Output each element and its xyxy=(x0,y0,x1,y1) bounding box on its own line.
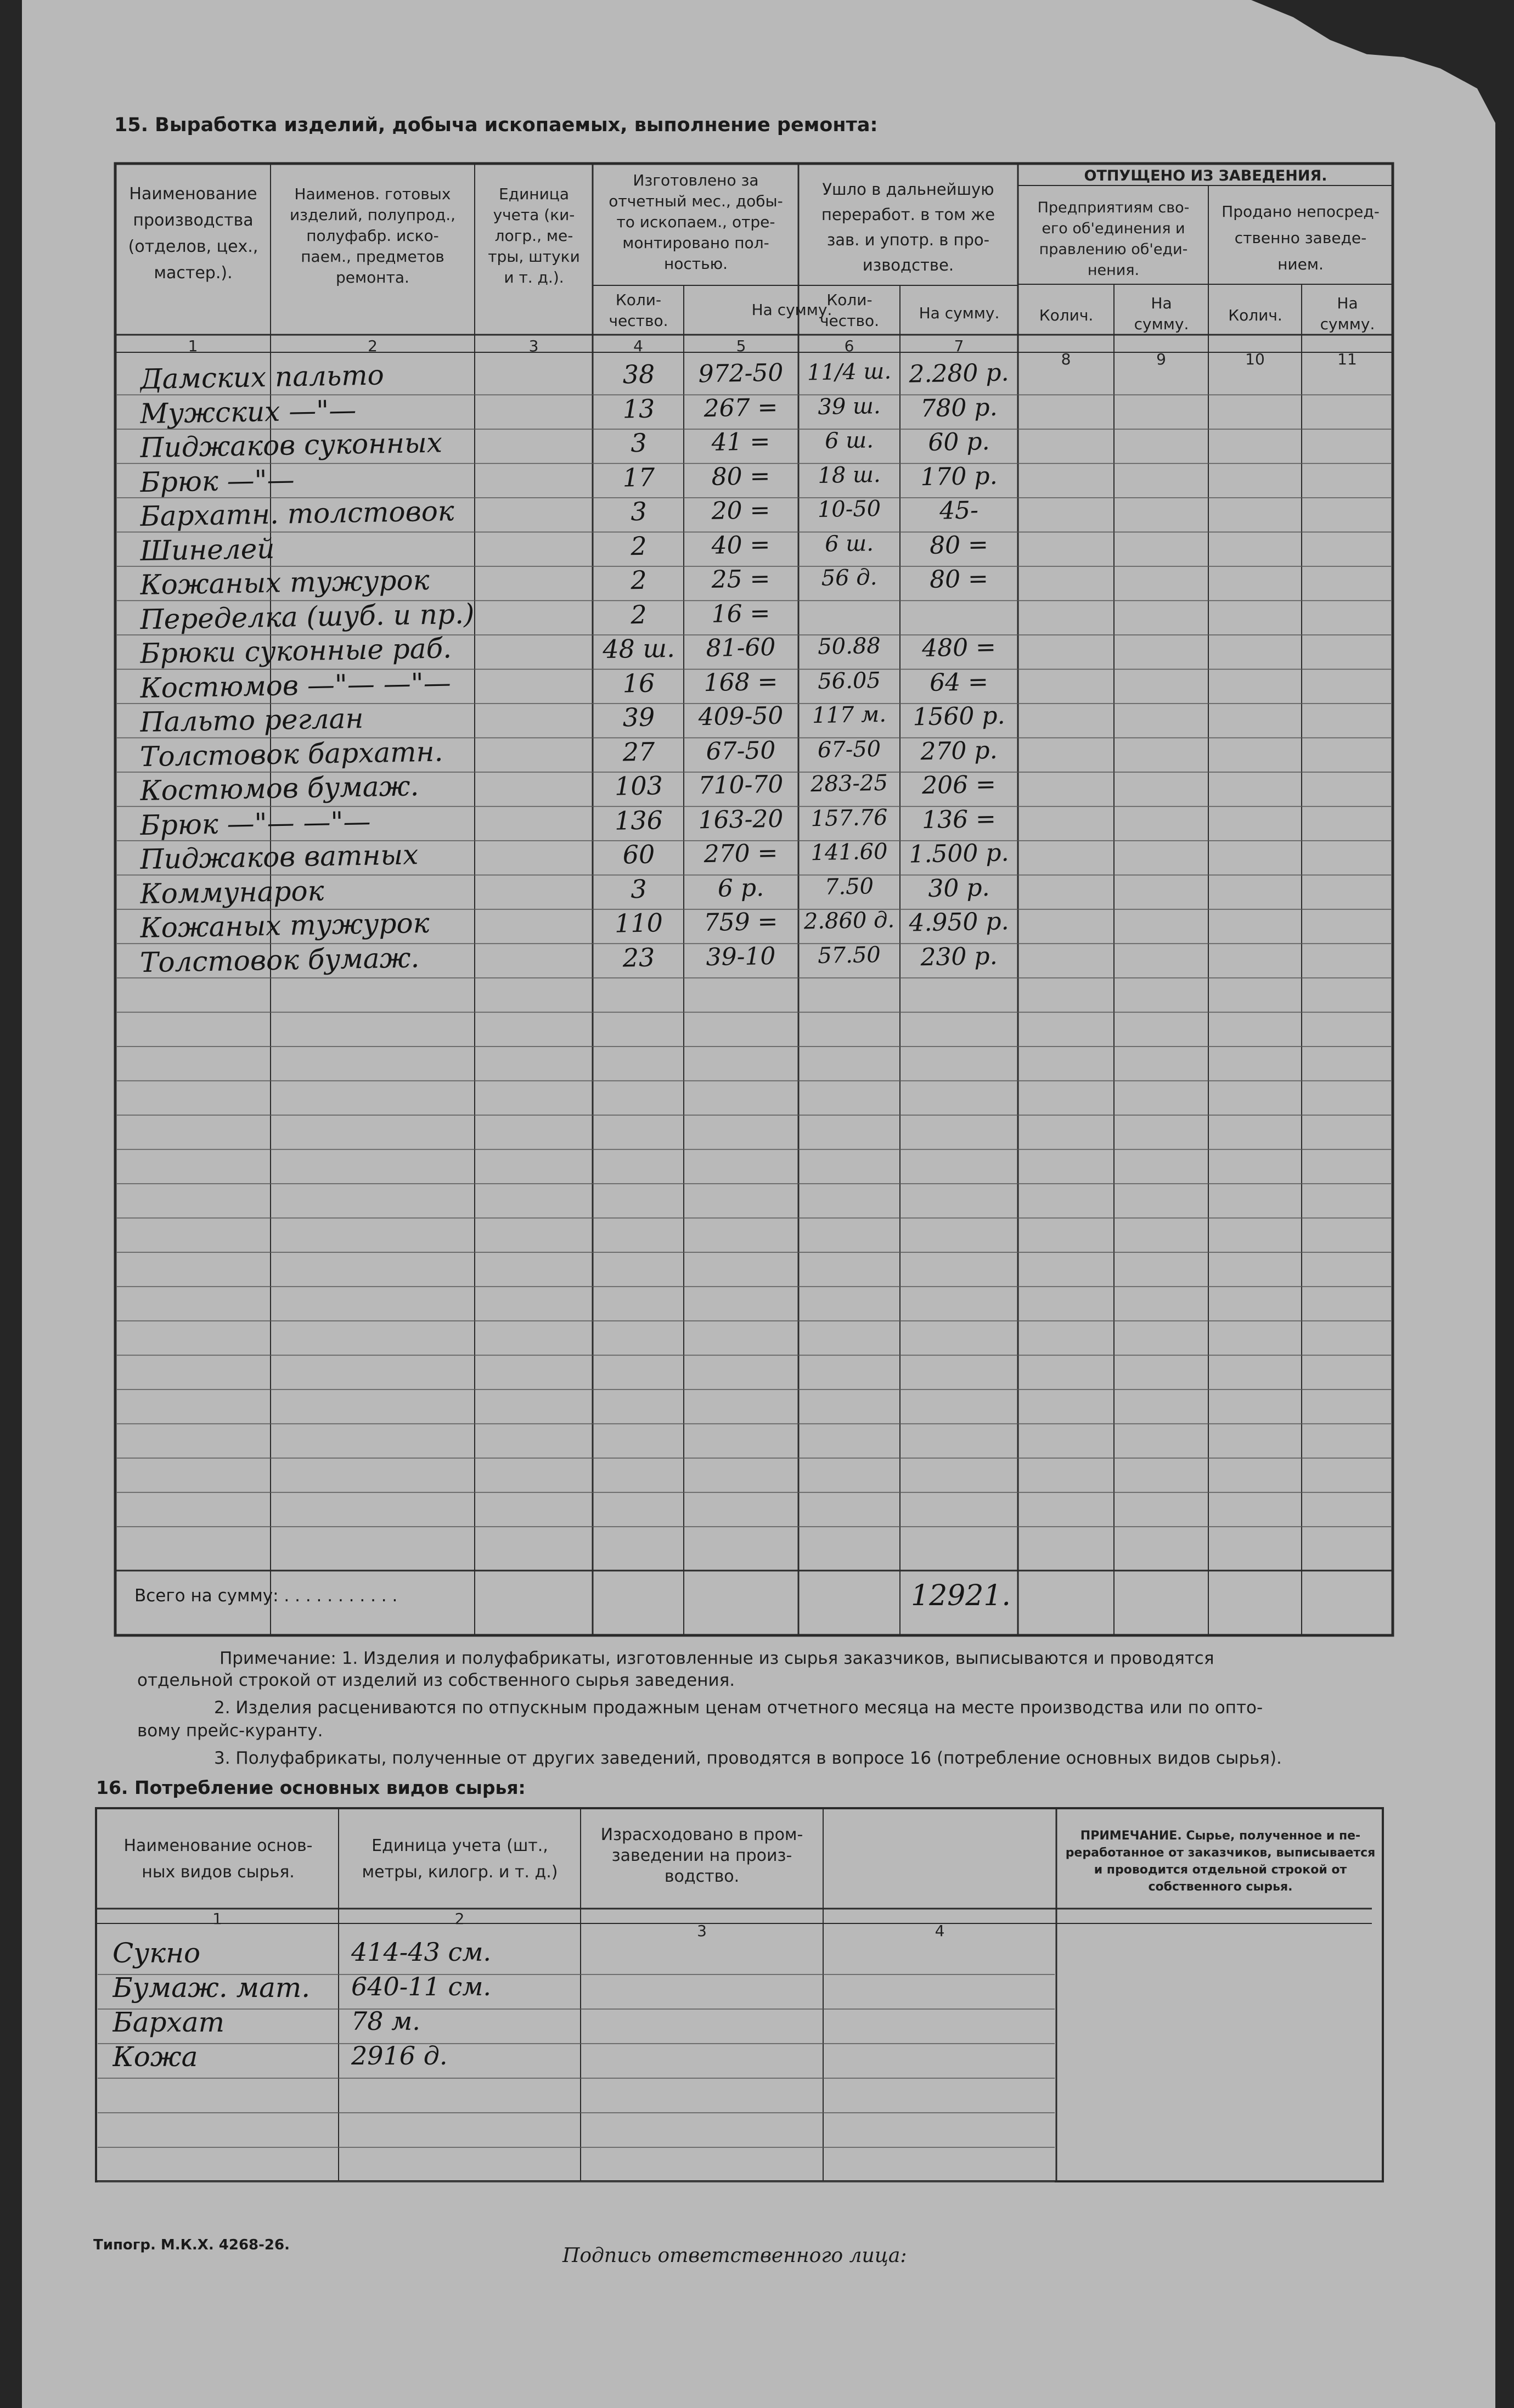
cell-s2: 270 р. xyxy=(920,736,998,766)
cell-s: 168 = xyxy=(703,667,778,697)
cell-name: Брюк —"— xyxy=(139,463,295,498)
cell-name: Пиджаков суконных xyxy=(139,426,443,464)
cell-s2: 170 р. xyxy=(920,462,998,491)
cell-s2: 4.950 р. xyxy=(909,907,1009,937)
cell-name: Коммунарок xyxy=(139,874,324,910)
cell-q2: 157.76 xyxy=(811,804,888,831)
note-3: 3. Полуфабрикаты, полученные от других заведений, проводятся в вопросе 16 (потребление основных видов сырья). xyxy=(214,1748,1282,1768)
section-15-title: 15. Выработка изделий, добыча ископаемых, выполнение ремонта: xyxy=(114,114,878,136)
cell-q: 136 xyxy=(614,804,663,836)
cell-name: Кожаных тужурок xyxy=(139,907,430,944)
note-1: Примечание: 1. Изделия и полуфабрикаты, изготовленные из сырья заказчиков, выписываются и проводятся xyxy=(219,1649,1214,1668)
col-number: 10 xyxy=(1245,350,1265,368)
col-number: 4 xyxy=(935,1922,945,1940)
cell-q2: 6 ш. xyxy=(824,427,874,454)
header-sold: Продано непосред- ственно заведе- нием. xyxy=(1222,202,1380,273)
cell-name: Мужских —"— xyxy=(139,393,357,430)
cell-s: 25 = xyxy=(711,565,770,594)
cell-q: 23 xyxy=(622,942,655,973)
cell-name: Пальто реглан xyxy=(139,702,364,739)
col-number: 2 xyxy=(368,337,378,355)
cell-name: Бумаж. мат. xyxy=(112,1972,311,2004)
cell-q2: 67-50 xyxy=(817,736,881,763)
cell-s2: 480 = xyxy=(921,633,997,663)
cell-q: 13 xyxy=(622,393,655,424)
note-1-cont: отдельной строкой от изделий из собственного сырья заведения. xyxy=(137,1670,735,1690)
cell-q2: 50.88 xyxy=(817,633,881,660)
cell-name: Переделка (шуб. и пр.) xyxy=(139,598,475,635)
cell-q: 103 xyxy=(614,770,663,801)
header-material-used: Израсходовано в пром- заведении на произ- водство. xyxy=(600,1825,803,1886)
cell-s2: 64 = xyxy=(929,667,989,697)
cell-s: 267 = xyxy=(703,393,778,423)
note-2-cont: вому прейс-куранту. xyxy=(137,1721,323,1741)
cell-q2: 11/4 ш. xyxy=(807,358,892,386)
cell-q2: 57.50 xyxy=(817,942,881,969)
header-unit: Единица учета (ки- логр., ме- тры, штуки и т. д.). xyxy=(488,185,580,286)
cell-unit: 78 м. xyxy=(351,2006,420,2036)
cell-q: 3 xyxy=(630,496,648,527)
col-number: 3 xyxy=(697,1922,707,1940)
col-number: 6 xyxy=(844,337,854,355)
cell-name: Кожаных тужурок xyxy=(139,564,430,601)
header-sum-sold: На сумму. xyxy=(1320,294,1375,333)
cell-q: 110 xyxy=(614,908,663,938)
cell-q2: 10-50 xyxy=(817,496,881,523)
header-production-name: Наименование производства (отделов, цех., мастер.). xyxy=(128,184,258,283)
cell-s2: 80 = xyxy=(929,565,989,594)
cell-name: Костюмов бумаж. xyxy=(139,770,419,807)
col-number: 5 xyxy=(736,337,746,355)
cell-s: 710-70 xyxy=(698,770,784,800)
col-number: 2 xyxy=(454,1910,465,1928)
cell-q2: 56 д. xyxy=(821,565,877,591)
signature-label: Подпись ответственного лица: xyxy=(562,2244,907,2267)
col-number: 7 xyxy=(954,337,964,355)
section-16-title: 16. Потребление основных видов сырья: xyxy=(96,1777,526,1798)
cell-q: 2 xyxy=(630,599,648,629)
cell-s2: 136 = xyxy=(921,804,997,834)
cell-name: Брюк —"— —"— xyxy=(139,805,371,841)
cell-s2: 1560 р. xyxy=(913,701,1005,732)
header-made: Изготовлено за отчетный мес., добы- то ископаем., отре- монтировано пол- ностью. xyxy=(609,171,783,273)
cell-name: Брюки суконные раб. xyxy=(139,632,452,670)
cell-s2: 1.500 р. xyxy=(909,839,1009,869)
cell-s: 81-60 xyxy=(706,633,776,663)
cell-s2: 80 = xyxy=(929,530,989,560)
cell-q: 3 xyxy=(630,874,648,904)
cell-s: 16 = xyxy=(711,599,770,628)
cell-q: 16 xyxy=(622,667,655,699)
cell-s2: 230 р. xyxy=(920,942,998,971)
header-sum-made: На сумму. xyxy=(751,301,832,319)
cell-q: 17 xyxy=(622,462,655,493)
header-material-name: Наименование основ- ных видов сырья. xyxy=(123,1836,313,1882)
cell-name: Пиджаков ватных xyxy=(139,839,419,876)
header-material-unit: Единица учета (шт., метры, килогр. и т. д.) xyxy=(362,1836,558,1882)
col-number: 4 xyxy=(633,337,643,355)
cell-q2: 141.60 xyxy=(811,839,888,866)
cell-unit: 640-11 см. xyxy=(351,1972,492,2001)
cell-name: Толстовок бумаж. xyxy=(139,941,420,978)
cell-q: 2 xyxy=(630,531,648,561)
header-qty-went: Коли- чество. xyxy=(819,291,879,330)
cell-q: 39 xyxy=(622,702,655,733)
cell-q: 2 xyxy=(630,565,648,595)
col-number: 1 xyxy=(188,337,198,355)
cell-name: Сукно xyxy=(112,1937,201,1969)
col-number: 9 xyxy=(1156,350,1166,368)
header-qty-enterprises: Колич. xyxy=(1039,306,1094,324)
cell-q2: 117 м. xyxy=(812,701,887,729)
cell-q2: 6 ш. xyxy=(824,530,874,557)
header-qty-sold: Колич. xyxy=(1228,306,1282,324)
cell-name: Шинелей xyxy=(139,532,275,567)
cell-s2: 30 р. xyxy=(927,873,990,903)
cell-s: 270 = xyxy=(703,839,778,869)
cell-q2: 18 ш. xyxy=(817,462,881,488)
cell-s2: 206 = xyxy=(921,770,997,800)
cell-s: 163-20 xyxy=(698,804,784,834)
header-product-names: Наименов. готовых изделий, полупрод., полуфабр. иско- паем., предметов ремонта. xyxy=(289,185,456,286)
cell-s2: 780 р. xyxy=(920,393,998,423)
cell-s: 80 = xyxy=(711,462,770,491)
cell-unit: 414-43 см. xyxy=(351,1937,492,1967)
header-material-note: ПРИМЕЧАНИЕ. Сырье, полученное и пе- реработанное от заказчиков, выписывается и проводится отдельной строкой от собственного сырья. xyxy=(1065,1829,1376,1894)
cell-name: Бархат xyxy=(112,2006,224,2038)
cell-q: 38 xyxy=(622,359,655,390)
cell-s2: 45- xyxy=(939,496,979,525)
total-value: 12921. xyxy=(911,1579,1011,1612)
cell-name: Бархатн. толстовок xyxy=(139,495,455,533)
cell-q2: 7.50 xyxy=(824,873,874,900)
cell-s: 40 = xyxy=(711,530,770,560)
printer-imprint: Типогр. М.К.Х. 4268-26. xyxy=(93,2237,290,2253)
cell-s: 39-10 xyxy=(706,942,776,971)
cell-q: 27 xyxy=(622,736,655,767)
header-enterprises: Предприятиям сво- его об'единения и правлению об'еди- нения. xyxy=(1037,199,1190,279)
cell-s: 67-50 xyxy=(706,736,776,766)
cell-q2: 283-25 xyxy=(810,770,888,797)
cell-s2: 60 р. xyxy=(927,427,990,457)
cell-s: 20 = xyxy=(711,496,770,525)
col-number: 8 xyxy=(1061,350,1071,368)
header-sum-enterprises: На сумму. xyxy=(1134,294,1189,333)
cell-q2: 56.05 xyxy=(817,667,881,694)
cell-q2: 39 ш. xyxy=(817,393,881,420)
cell-q: 60 xyxy=(622,839,655,870)
header-released: ОТПУЩЕНО ИЗ ЗАВЕДЕНИЯ. xyxy=(1084,167,1327,184)
note-2: 2. Изделия расцениваются по отпускным продажным ценам отчетного месяца на месте производства или по опто- xyxy=(214,1698,1263,1718)
cell-s2: 2.280 р. xyxy=(909,358,1009,389)
col-number: 11 xyxy=(1337,350,1357,368)
col-number: 1 xyxy=(212,1910,222,1928)
cell-name: Кожа xyxy=(112,2041,198,2073)
cell-s: 759 = xyxy=(703,907,778,937)
cell-name: Костюмов —"— —"— xyxy=(139,666,452,704)
total-label: Всего на сумму: . . . . . . . . . . . xyxy=(134,1586,398,1606)
cell-q2: 2.860 д. xyxy=(803,907,895,935)
cell-name: Толстовок бархатн. xyxy=(139,735,443,773)
header-qty-made: Коли- чество. xyxy=(609,291,668,330)
cell-s: 972-50 xyxy=(698,358,784,389)
cell-name: Дамских пальто xyxy=(139,359,385,396)
cell-s: 409-50 xyxy=(698,701,784,732)
cell-s: 6 р. xyxy=(717,873,764,903)
header-sum-went: На сумму. xyxy=(919,304,1000,322)
cell-s: 41 = xyxy=(711,427,770,457)
col-number: 3 xyxy=(528,337,539,355)
cell-unit: 2916 д. xyxy=(351,2041,448,2071)
cell-q: 3 xyxy=(630,427,648,458)
cell-q: 48 ш. xyxy=(602,633,676,665)
header-went: Ушло в дальнейшую переработ. в том же зав. и употр. в про- изводстве. xyxy=(821,180,995,274)
